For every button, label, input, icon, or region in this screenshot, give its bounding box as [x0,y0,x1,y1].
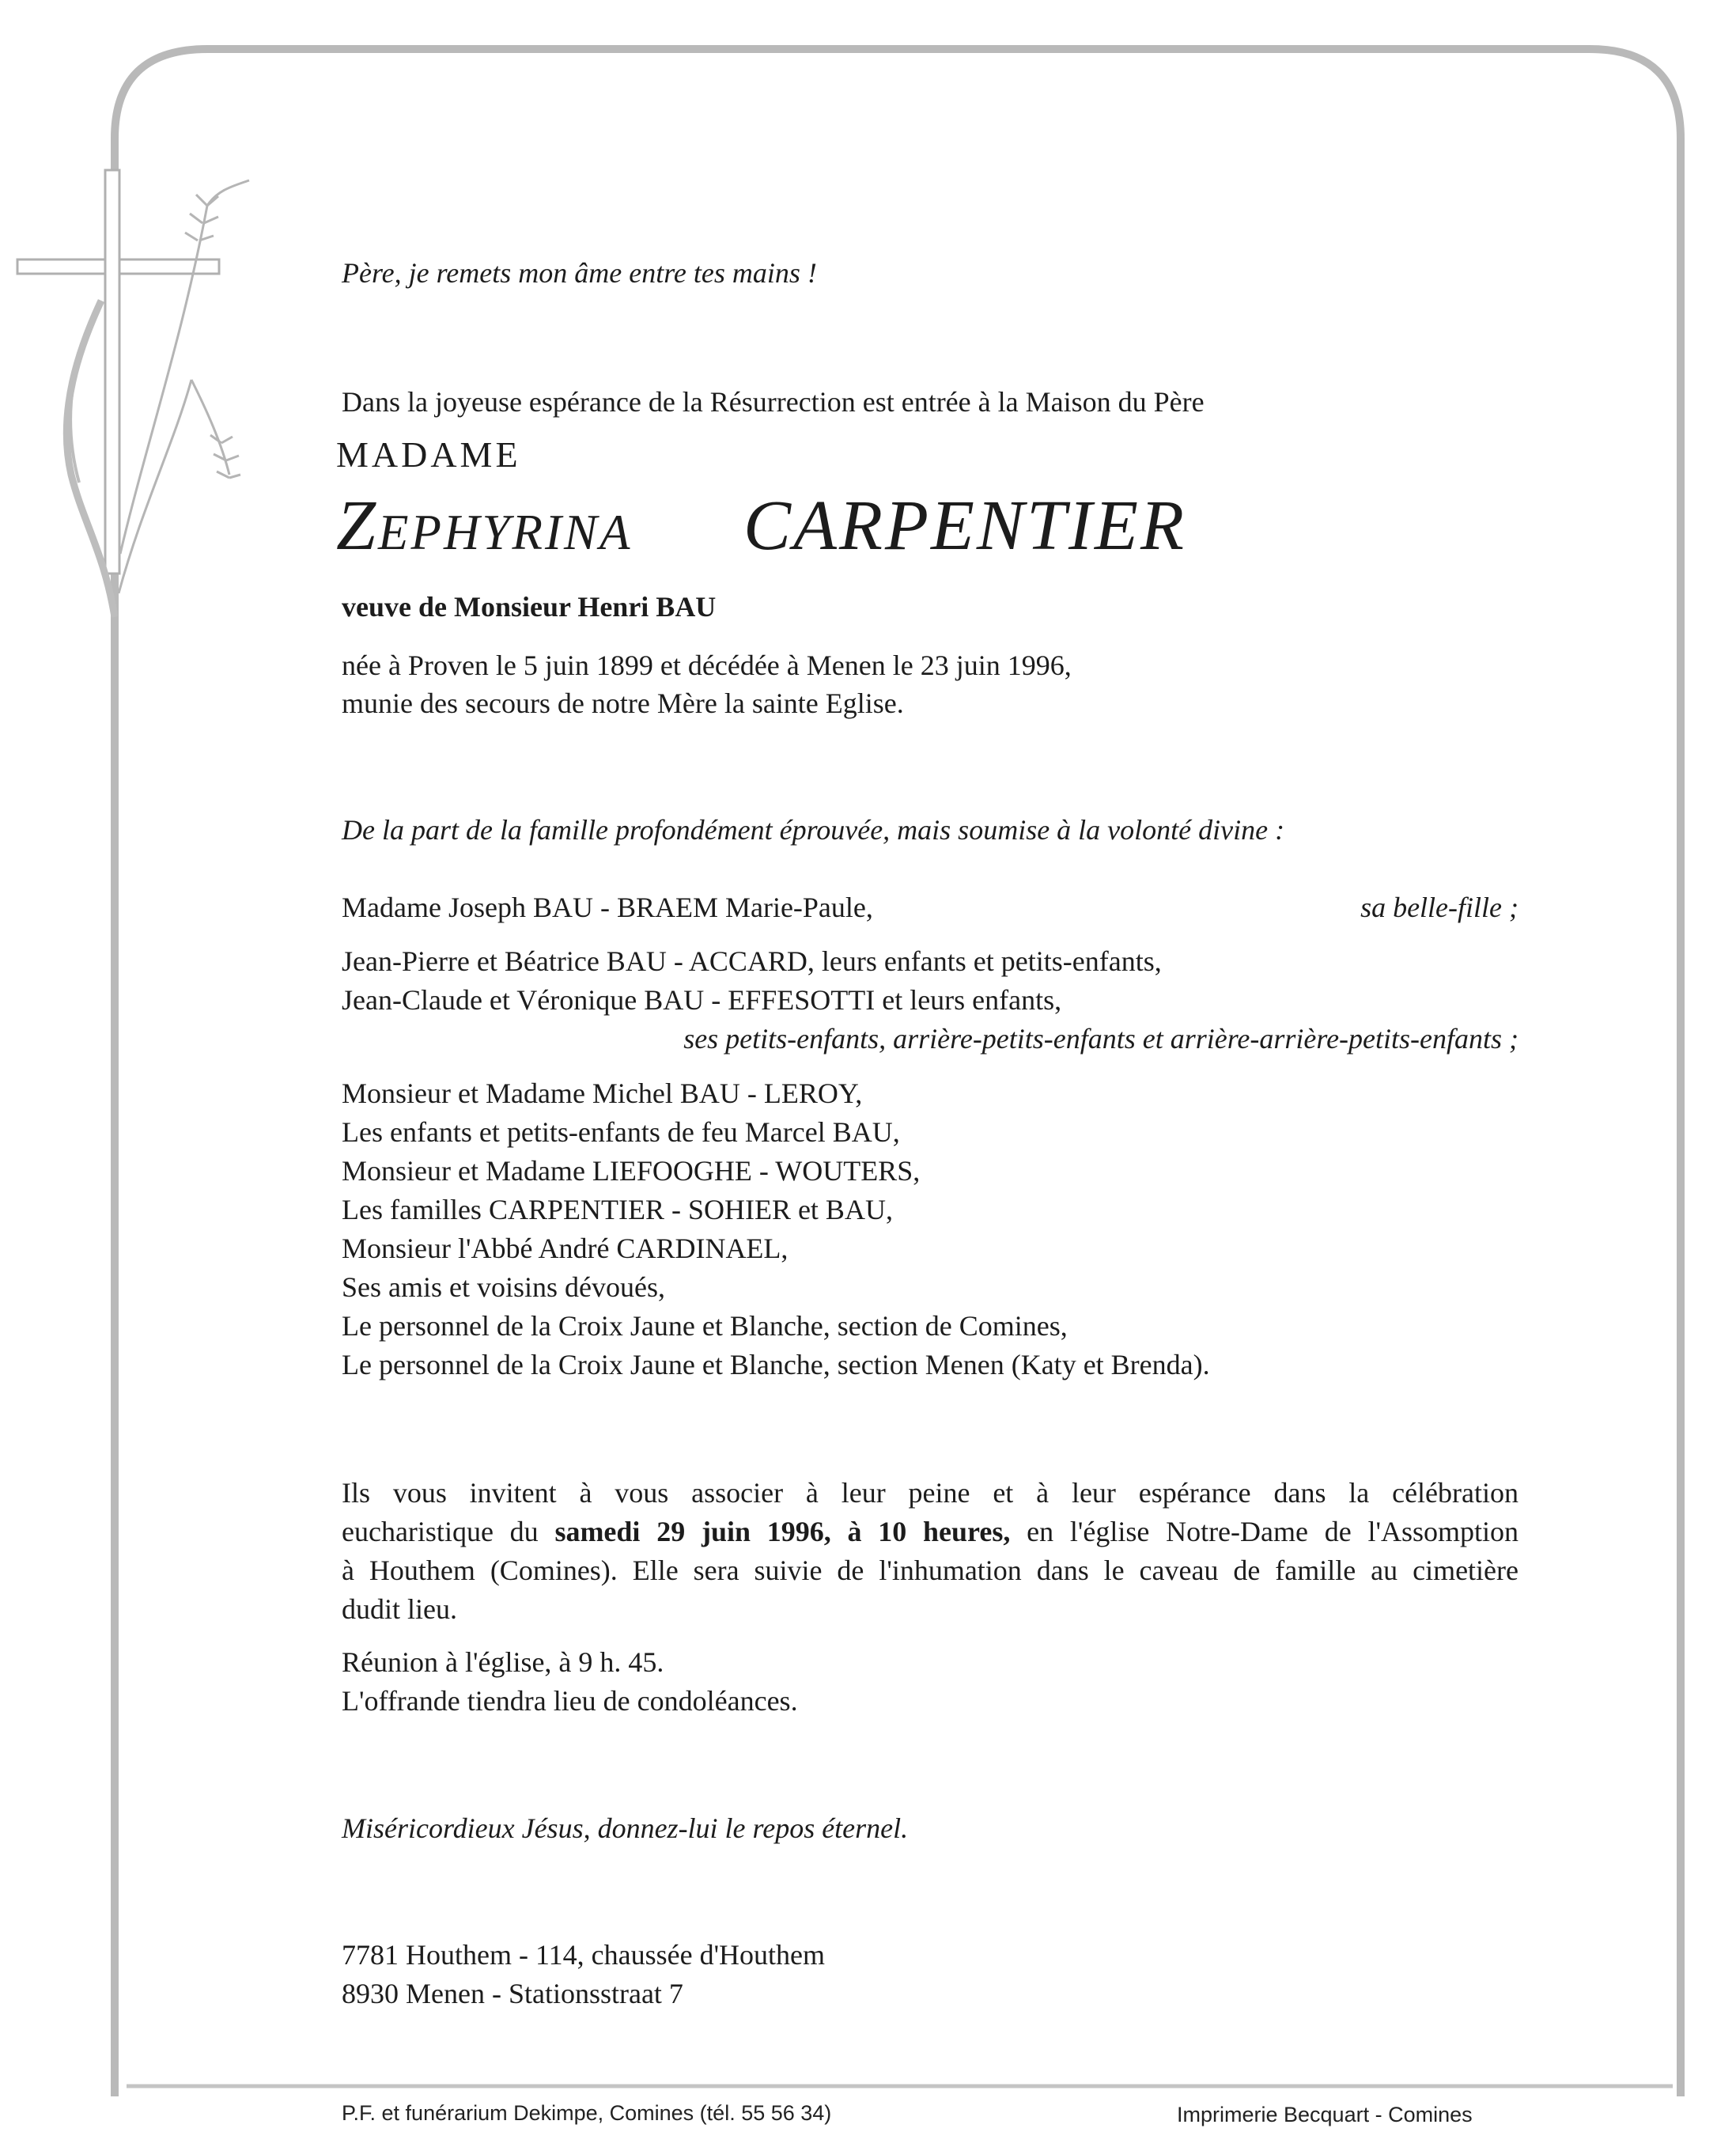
grandchildren-relation: ses petits-enfants, arrière-petits-enfants et arrière-arrière-petits-enfants ; [683,1023,1519,1055]
invitation-line: à Houthem (Comines). Elle sera suivie de l'inhumation dans le caveau de famille au cimetière [342,1555,1519,1586]
wheat-icon [119,180,249,593]
address-line: 7781 Houthem - 114, chaussée d'Houthem [342,1939,826,1971]
family-member-line: Les familles CARPENTIER - SOHIER et BAU, [342,1194,893,1225]
deceased-last-name: CARPENTIER [743,487,1186,565]
funeral-home-credit: P.F. et funérarium Dekimpe, Comines (tél. 55 56 34) [342,2101,832,2125]
family-member-line: Monsieur l'Abbé André CARDINAEL, [342,1233,789,1264]
ceremony-date: samedi 29 juin 1996, à 10 heures, [554,1516,1011,1547]
closing-prayer: Miséricordieux Jésus, donnez-lui le repos éternel. [342,1812,909,1844]
intro-text: Dans la joyeuse espérance de la Résurrection est entrée à la Maison du Père [342,386,1205,418]
cross-icon [17,170,219,574]
widow-of: veuve de Monsieur Henri BAU [342,591,717,623]
family-intro: De la part de la famille profondément éprouvée, mais soumise à la volonté divine : [342,814,1285,846]
title-madame: MADAME [336,434,521,475]
family-member-line: Les enfants et petits-enfants de feu Marcel BAU, [342,1116,900,1148]
birth-death: née à Proven le 5 juin 1899 et décédée à Menen le 23 juin 1996, [342,649,1072,681]
daughter-in-law-name: Madame Joseph BAU - BRAEM Marie-Paule, [342,892,873,923]
family-member-line: Ses amis et voisins dévoués, [342,1271,665,1303]
family-member-line: Le personnel de la Croix Jaune et Blanche, section Menen (Katy et Brenda). [342,1349,1210,1380]
invitation-line: dudit lieu. [342,1593,457,1625]
printer-credit: Imprimerie Becquart - Comines [1177,2103,1473,2126]
sacraments: munie des secours de notre Mère la sainte Eglise. [342,687,904,719]
family-member-line: Monsieur et Madame LIEFOOGHE - WOUTERS, [342,1155,921,1187]
deceased-first-name: Zephyrina [336,487,633,565]
family-member-line: Monsieur et Madame Michel BAU - LEROY, [342,1077,863,1109]
invitation-line: eucharistique du samedi 29 juin 1996, à 10 heures, en l'église Notre-Dame de l'Assomption [342,1516,1519,1547]
grandchild-line: Jean-Claude et Véronique BAU - EFFESOTTI et leurs enfants, [342,984,1062,1016]
family-member-line: Le personnel de la Croix Jaune et Blanche, section de Comines, [342,1310,1068,1342]
daughter-in-law-relation: sa belle-fille ; [1360,892,1519,923]
invitation-line: Ils vous invitent à vous associer à leur peine et à leur espérance dans la célébration [342,1477,1519,1509]
meeting-time: Réunion à l'église, à 9 h. 45. [342,1646,664,1678]
epigraph: Père, je remets mon âme entre tes mains ! [342,257,817,289]
address-line: 8930 Menen - Stationsstraat 7 [342,1978,683,2009]
grandchild-line: Jean-Pierre et Béatrice BAU - ACCARD, leurs enfants et petits-enfants, [342,945,1162,977]
offering-note: L'offrande tiendra lieu de condoléances. [342,1685,798,1717]
